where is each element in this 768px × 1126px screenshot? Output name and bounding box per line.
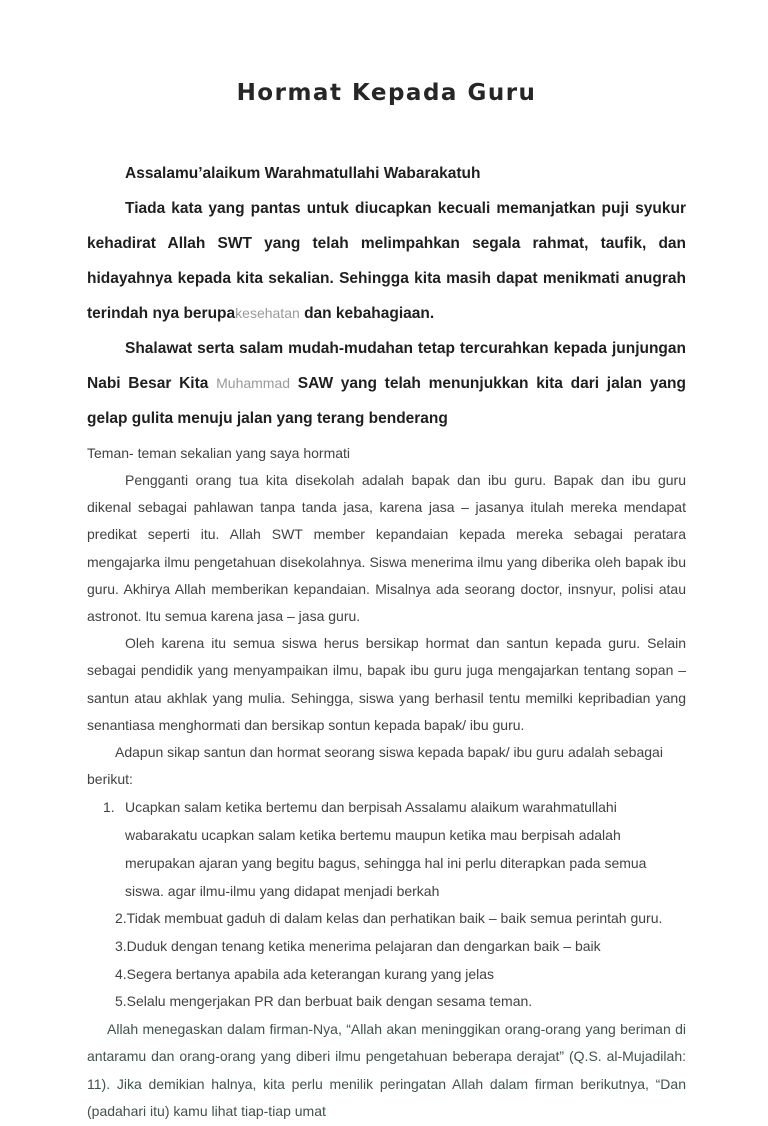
lead-paragraph-2-run-bold: Shalawat serta salam mudah-mudahan tetap tercurahkan kepada junjungan Nabi Besar Kita bbox=[87, 340, 686, 392]
greeting-line: Teman- teman sekalian yang saya hormati bbox=[87, 445, 351, 461]
list-item-4: 4.Segera bertanya apabila ada keterangan kurang yang jelas bbox=[115, 965, 495, 982]
salutation-line: Assalamu’alaikum Warahmatullahi Wabarakatuh bbox=[125, 165, 481, 182]
lead-paragraph-1-run-muted: kesehatan bbox=[235, 305, 300, 321]
page-title: Hormat Kepada Guru bbox=[236, 80, 537, 106]
list-item-5: 5.Selalu mengerjakan PR dan berbuat baik dengan sesama teman. bbox=[115, 993, 533, 1010]
list-item-3: 3.Duduk dengan tenang ketika menerima pelajaran dan dengarkan baik – baik bbox=[115, 938, 601, 955]
list-item-1-text: Ucapkan salam ketika bertemu dan berpisah Assalamu alaikum warahmatullahi wabarakatu ucapkan salam ketika bertemu maupun ketika mau berpisah adalah merupakan ajaran yang begitu bagus, sehingga hal ini perlu diterapkan pada semua siswa. agar ilmu-ilmu yang didapat menjadi berkah bbox=[125, 799, 647, 900]
lead-paragraph-2 bbox=[87, 331, 686, 436]
body-paragraph-2: Oleh karena itu semua siswa herus bersikap hormat dan santun kepada guru. Selain sebagai pendidik yang menyampaikan ilmu, bapak ibu guru juga mengajarkan tentang sopan – santun atau akhlak yang mulia. Sehingga, siswa yang berhasil tentu memilki kepribadian yang senantiasa menghormati dan bersikap sontun kepada bapak/ ibu guru. bbox=[87, 635, 686, 733]
lead-paragraph-1-run-bold: Tiada kata yang pantas untuk diucapkan kecuali memanjatkan puji syukur kehadirat Allah SWT yang telah melimpahkan segala rahmat, taufik, dan hidayahnya kepada kita sekalian. Sehingga kita masih dapat menikmati anugrah terindah nya berupa bbox=[87, 200, 686, 322]
list-item-2: 2.Tidak membuat gaduh di dalam kelas dan perhatikan baik – baik semua perintah guru. bbox=[115, 910, 663, 927]
lead-paragraph-2-run-bold-2: SAW yang telah menunjukkan kita dari jalan yang gelap gulita menuju jalan yang terang benderang bbox=[87, 375, 686, 427]
lead-paragraph-1-run-bold-2: dan kebahagiaan. bbox=[299, 305, 435, 322]
lead-paragraph-1 bbox=[87, 191, 686, 331]
list-intro-line: Adapun sikap santun dan hormat seorang siswa kepada bapak/ ibu guru adalah sebagai berikut: bbox=[87, 744, 663, 788]
closing-paragraph: Allah menegaskan dalam firman-Nya, “Allah akan meninggikan orang-orang yang beriman di antaramu dan orang-orang yang diberi ilmu pengetahuan beberapa derajat” (Q.S. al-Mujadilah: 11). Jika demikian halnya, kita perlu menilik peringatan Allah dalam firman berikutnya, “Dan (padahari itu) kamu lihat tiap-tiap umat bbox=[87, 1020, 686, 1120]
list-item-1-number: 1. bbox=[103, 799, 115, 816]
opening-section bbox=[87, 156, 686, 436]
body-paragraph-1: Pengganti orang tua kita disekolah adalah bapak dan ibu guru. Bapak dan ibu guru dikenal sebagai pahlawan tanpa tanda jasa, karena jasa – jasanya itulah mereka mendapat predikat seperti itu. Allah SWT member kepandaian kepada mereka sebagai peratara mengajarka ilmu pengetahuan disekolahnya. Siswa menerima ilmu yang diberika oleh bapak ibu guru. Akhirya Allah memberikan kepandaian. Misalnya ada seorang doctor, insnyur, polisi atau astronot. Itu semua karena jasa – jasa guru. bbox=[87, 472, 686, 625]
list-item-1 bbox=[103, 793, 686, 905]
lead-paragraph-2-run-muted: Muhammad bbox=[216, 375, 291, 391]
